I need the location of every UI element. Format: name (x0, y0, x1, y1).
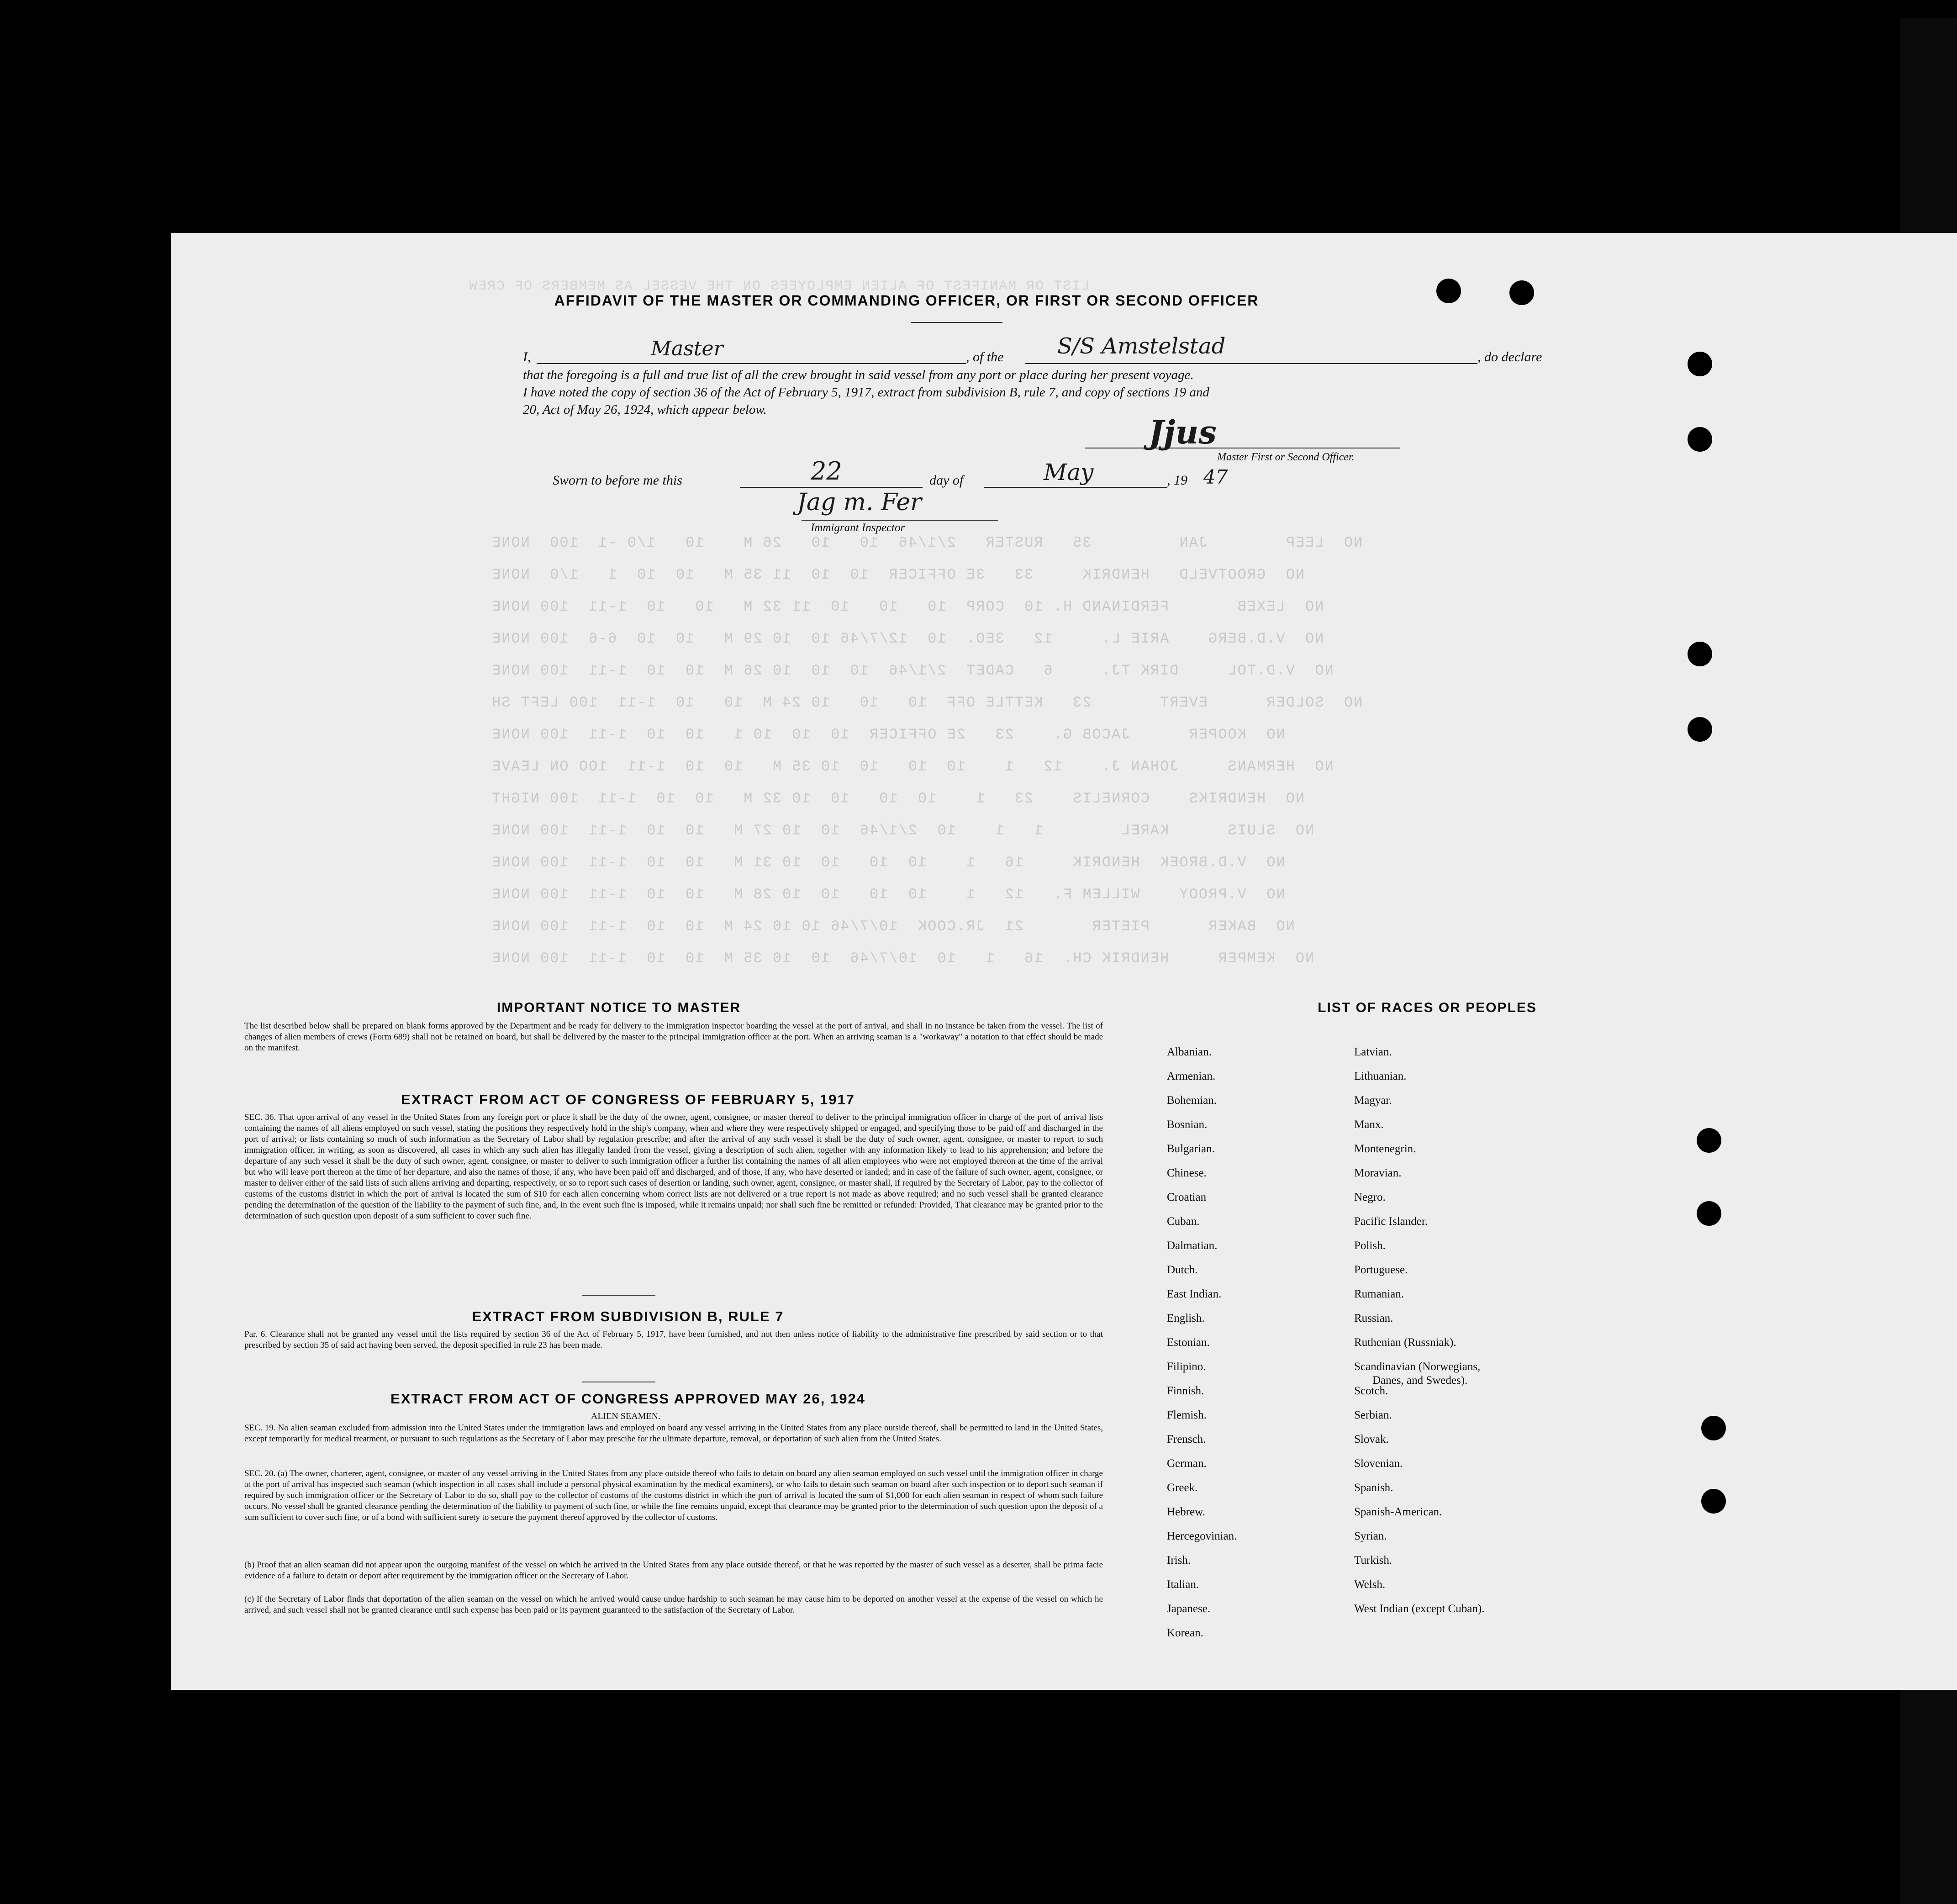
punch-hole (1697, 1128, 1721, 1153)
race-item: Albanian. (1167, 1046, 1212, 1058)
manifest-page (171, 233, 1957, 1690)
races-column-1 (1167, 1046, 1350, 1649)
race-item: Montenegrin. (1354, 1143, 1416, 1155)
race-item: Cuban. (1167, 1215, 1200, 1228)
bleed-through-row: NO LEXEB FERDINAND H. 10 CORP 10 10 10 11 32 M 10 10 1-11 100 NONE (491, 598, 1324, 615)
rule7-title: EXTRACT FROM SUBDIVISION B, RULE 7 (472, 1308, 784, 1324)
extract-1917-title: EXTRACT FROM ACT OF CONGRESS OF FEBRUARY 5, 1917 (401, 1092, 855, 1108)
day-label: day of (929, 473, 964, 488)
race-item: Armenian. (1167, 1070, 1216, 1082)
year-prefix: , 19 (1167, 473, 1187, 488)
sworn-year: 47 (1203, 466, 1228, 488)
bleed-through-row: NO SOLDER EVERT 23 KETTLE OFF 10 10 10 24 M 10 10 1-11 100 LEFT SH (491, 694, 1363, 711)
race-item: West Indian (except Cuban). (1354, 1603, 1485, 1615)
sworn-day: 22 (811, 457, 842, 485)
bleed-through-row: NO KEMPER HENDRIK CH. 16 1 10 10/7/46 10 10 35 M 10 10 1-11 100 NONE (491, 950, 1314, 967)
race-item: Syrian. (1354, 1530, 1387, 1542)
bleed-through-row: NO V.D.BERG ARIE L. 12 3EO. 10 12/7/46 10 10 29 M 10 10 6-6 100 NONE (491, 630, 1324, 647)
race-item: Rumanian. (1354, 1288, 1404, 1300)
race-item: Scotch. (1354, 1385, 1388, 1397)
punch-hole (1688, 642, 1712, 666)
punch-hole (1701, 1489, 1726, 1514)
race-item-continuation: Danes, and Swedes). (1372, 1374, 1468, 1387)
race-item: Bohemian. (1167, 1094, 1217, 1107)
race-item: Dutch. (1167, 1264, 1198, 1276)
declarant-name: Master (651, 337, 723, 360)
bleed-through-row: NO KOOPER JACOB G. 23 2E OFFICER 10 10 10 1 10 10 1-11 100 NONE (491, 726, 1285, 743)
race-item: Portuguese. (1354, 1264, 1408, 1276)
punch-hole (1697, 1201, 1721, 1226)
sec19-body: SEC. 19. No alien seaman excluded from admission into the United States under the immigration laws and employed on board any vessel arriving in the United States from any place outside thereof, shall be permitted to land in the United States, except temporarily for medical treatment, or pursuant to such regulations as the Secretary of Labor may prescibe for the ultimate departure, removal, or deportation of such alien from the United States. (244, 1423, 1103, 1444)
alien-seamen-subtitle: ALIEN SEAMEN.– (591, 1411, 665, 1421)
race-item: Greek. (1167, 1482, 1198, 1494)
master-label: Master First or Second Officer. (1217, 451, 1355, 463)
affidavit-line3: I have noted the copy of section 36 of the Act of February 5, 1917, extract from subdivision B, rule 7, and copy of sections 19 and (523, 385, 1209, 400)
inspector-signature-line (802, 520, 998, 521)
master-signature: Jjus (1149, 413, 1217, 451)
races-title: LIST OF RACES OR PEOPLES (1318, 1000, 1537, 1015)
race-item: German. (1167, 1457, 1207, 1470)
race-item: Serbian. (1354, 1409, 1392, 1421)
race-item: Negro. (1354, 1191, 1386, 1203)
race-item: Polish. (1354, 1239, 1386, 1252)
race-item: Latvian. (1354, 1046, 1392, 1058)
vessel-name: S/S Amstelstad (1057, 333, 1226, 359)
affidavit-title: AFFIDAVIT OF THE MASTER OR COMMANDING OFFICER, OR FIRST OR SECOND OFFICER (554, 292, 1259, 309)
race-item: Scandinavian (Norwegians, (1354, 1361, 1481, 1373)
sworn-day-line (740, 487, 923, 488)
declarant-prefix: I, (523, 349, 531, 364)
punch-hole (1509, 280, 1534, 305)
section-divider (582, 1295, 655, 1296)
affidavit-line4: 20, Act of May 26, 1924, which appear below. (523, 402, 767, 417)
race-item: Hebrew. (1167, 1506, 1205, 1518)
race-item: Spanish-American. (1354, 1506, 1442, 1518)
sec20b-body: (b) Proof that an alien seaman did not appear upon the outgoing manifest of the vessel on which he arrived in the United States from any place outside thereof, or that he was reported by the master of such vessel as a deserter, shall be prima facie evidence of a failure to detain or deport after requirement by the immigration officer or the Secretary of Labor. (244, 1560, 1103, 1581)
sworn-month-line (984, 487, 1167, 488)
race-item: Croatian (1167, 1191, 1207, 1203)
bleed-through-row: NO LEEP JAN 35 RUSTER 2/1/46 10 10 26 M 10 1/0 -1 100 NONE (491, 534, 1363, 551)
inspector-signature: Jag m. Fer (797, 489, 922, 516)
race-item: Turkish. (1354, 1554, 1393, 1566)
race-item: English. (1167, 1312, 1205, 1324)
race-item: Chinese. (1167, 1167, 1207, 1179)
bleed-through-row: NO V.D.BROEK HENDRIK 16 1 10 10 10 10 31 M 10 10 1-11 100 NONE (491, 854, 1285, 871)
punch-hole (1701, 1416, 1726, 1440)
race-item: Bulgarian. (1167, 1143, 1215, 1155)
race-item: Pacific Islander. (1354, 1215, 1428, 1228)
punch-hole (1688, 352, 1712, 376)
punch-hole (1688, 717, 1712, 742)
bleed-through-row: NO SLUIS KAREL 1 1 10 2/1/46 10 10 27 M 10 10 1-11 100 NONE (491, 822, 1314, 839)
bleed-through-row: NO BAKER PIETER 21 JR.COOK 10/7/46 10 10 24 M 10 10 1-11 100 NONE (491, 918, 1295, 935)
race-item: Filipino. (1167, 1361, 1206, 1373)
sec20c-body: (c) If the Secretary of Labor finds that deportation of the alien seaman on the vessel on which he arrived would cause undue hardship to such seaman he may cause him to be deported on another vessel at the expense of the vessel on which he arrived, and such vessel shall not be granted clearance until such expense has been paid or its payment guaranteed to the satisfaction of the Secretary of Labor. (244, 1594, 1103, 1615)
race-item: Ruthenian (Russniak). (1354, 1336, 1456, 1349)
race-item: Hercegovinian. (1167, 1530, 1237, 1542)
bleed-through-row: NO V.PROOY WILLEM F. 12 1 10 10 10 10 28 M 10 10 1-11 100 NONE (491, 886, 1285, 903)
bleed-through-row: NO HENDRIKS CORNELIS 23 1 10 10 10 10 32 M 10 10 1-11 100 NIGHT (491, 790, 1305, 807)
punch-hole (1436, 279, 1461, 303)
sec20a-body: SEC. 20. (a) The owner, charterer, agent, consignee, or master of any vessel arriving in the United States from any place outside thereof who fails to detain on board any alien seaman employed on such vessel until the immigration officer in charge at the port of arrival has inspected such seaman (which inspection in all cases shall include a personal physical examination by the medical examiners), or who fails to detain such seaman on board after such inspection or to deport such seaman if required by such immigration officer or the Secretary of Labor to do so, shall pay to the collector of customs of the customs district in which the port of arrival is located the sum of $1,000 for each alien seaman in respect of whom such failure occurs. No vessel shall be granted clearance pending the determination of the liability to payment of such fine, or while the fine remains unpaid, except that clearance may be granted prior to the determination of such question upon the deposit of a sum sufficient to cover such fine, or of a bond with sufficient surety to secure the payment thereof approved by the collector of customs. (244, 1469, 1103, 1522)
extract-1917-body: SEC. 36. That upon arrival of any vessel in the United States from any foreign port or place it shall be the duty of the owner, agent, consignee, or master thereof to deliver to the principal immigration officer in charge of the port of arrival lists containing the names of all aliens employed on such vessel, stating the positions they respectively hold in the ship's company, when and where they were respectively shipped or engaged, and specifying those to be paid off and discharged in the port of arrival; or lists containing so much of such information as the Secretary of Labor shall by regulation prescribe; and after the arrival of any such vessel it shall be the duty of such owner, agent, consignee, or master to report to such immigration officer, in writing, as soon as discovered, all cases in which any such alien has illegally landed from the vessel, giving a description of such alien, together with any information likely to lead to his apprehension; and before the departure of any such vessel it shall be the duty of such owner, agent, consignee, or master to deliver to such immigration officer a further list containing the names of all alien employees who were not employed thereon at the time of the arrival but who will leave port thereon at the time of her departure, and also the names of those, if any, who have been paid off and discharged, and of those, if any, who have deserted or landed; and in case of the failure of such owner, agent, consignee, or master to deliver either of the said lists of such aliens arriving and departing, respectively, or so to report such cases of desertion or landing, such owner, agent, consignee, or master shall, if required by the Secretary of Labor, pay to the collector of customs of the customs district in which the port of arrival is located the sum of $10 for each alien concerning whom correct lists are not delivered or a true report is not made as above required; and no such vessel shall be granted clearance pending the determination of the question of the liability to the payment of such fine, and, in the event such fine is imposed, while it remains unpaid; nor shall such fine be remitted or refunded: Provided, That clearance may be granted prior to the determination of such question upon deposit of a sum sufficient to cover such fine. (244, 1113, 1103, 1221)
title-divider (911, 322, 1002, 323)
sworn-month: May (1044, 459, 1094, 485)
vessel-prefix: , of the (966, 349, 1004, 364)
race-item: Flemish. (1167, 1409, 1207, 1421)
notice-body: The list described below shall be prepared on blank forms approved by the Department and be ready for delivery to the immigration inspector boarding the vessel at the port of arrival, and shall in no instance be taken from the vessel. The list of changes of alien members of crews (Form 689) shall not be retained on board, but shall be delivered by the master to the principal immigration officer at the port. When an arriving seaman is a "workaway" a notation to that effect should be made on the manifest. (244, 1021, 1103, 1053)
races-column-2 (1354, 1046, 1674, 1649)
inspector-label: Immigrant Inspector (811, 522, 905, 534)
race-item: Italian. (1167, 1578, 1199, 1591)
affidavit-line2: that the foregoing is a full and true list of all the crew brought in said vessel from any port or place during her present voyage. (523, 368, 1194, 382)
race-item: Welsh. (1354, 1578, 1386, 1591)
declare-suffix: , do declare (1477, 349, 1542, 364)
race-item: Frensch. (1167, 1433, 1206, 1445)
declarant-name-line (537, 363, 966, 364)
race-item: Slovenian. (1354, 1457, 1403, 1470)
notice-title: IMPORTANT NOTICE TO MASTER (496, 1000, 741, 1015)
race-item: Finnish. (1167, 1385, 1204, 1397)
bleed-through-row: NO HERMANS JOHAN J. 12 1 10 10 10 10 35 M 10 10 1-11 1OO ON LEAVE (491, 758, 1334, 775)
race-item: Magyar. (1354, 1094, 1392, 1107)
race-item: Japanese. (1167, 1603, 1211, 1615)
race-item: Russian. (1354, 1312, 1393, 1324)
race-item: Dalmatian. (1167, 1239, 1218, 1252)
vessel-name-line (1025, 363, 1477, 364)
race-item: Manx. (1354, 1118, 1384, 1131)
race-item: Korean. (1167, 1627, 1203, 1639)
race-item: Lithuanian. (1354, 1070, 1407, 1082)
rule7-body: Par. 6. Clearance shall not be granted any vessel until the lists required by section 36 of the Act of February 5, 1917, have been furnished, and not then unless notice of liability to the administrative fine prescribed by said section or to that prescribed by section 35 of said act having been served, the deposit specified in rule 23 has been made. (244, 1329, 1103, 1350)
race-item: East Indian. (1167, 1288, 1222, 1300)
bleed-through-row: NO GROOTVELD HENDRIK 33 3E OFFICER 10 10 11 35 M 10 10 1 1/0 NONE (491, 566, 1305, 583)
punch-hole (1688, 427, 1712, 452)
bleed-through-title: LIST OR MANIFEST OF ALIEN EMPLOYEES ON THE VESSEL AS MEMBERS OF CREW (468, 279, 1090, 294)
race-item: Moravian. (1354, 1167, 1402, 1179)
sworn-prefix: Sworn to before me this (553, 473, 682, 488)
race-item: Bosnian. (1167, 1118, 1208, 1131)
extract-1924-title: EXTRACT FROM ACT OF CONGRESS APPROVED MAY 26, 1924 (390, 1391, 865, 1407)
race-item: Spanish. (1354, 1482, 1393, 1494)
bleed-through-row: NO V.D.TOL DIRK TJ. 6 CADET 2/1/46 10 10 10 26 M 10 10 1-11 100 NONE (491, 662, 1334, 679)
race-item: Estonian. (1167, 1336, 1210, 1349)
race-item: Slovak. (1354, 1433, 1389, 1445)
race-item: Irish. (1167, 1554, 1191, 1566)
